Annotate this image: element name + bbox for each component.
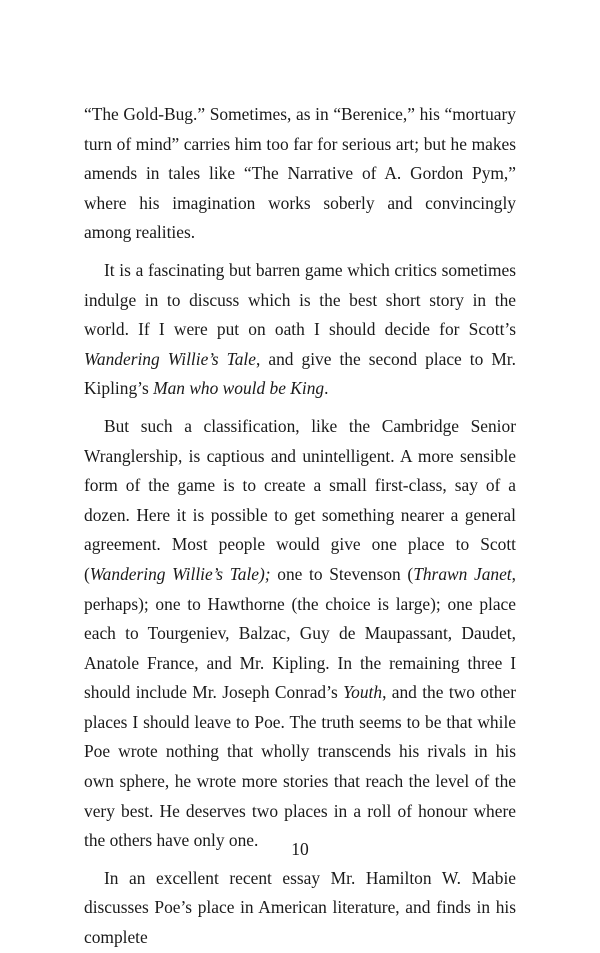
page-number: 10 <box>291 839 309 859</box>
paragraph-3-text-c: , perhaps); one to Hawthorne (the choice is large); one place each to Tourgeniev, Balzac, Guy de Maupassant, Daudet, Anatole France, and Mr. Kipling. In the remaining three I should include Mr. Joseph Conrad’s <box>84 563 516 703</box>
title-man-who-would-be-king: Man who would be King <box>153 378 325 399</box>
paragraph-3-text-b: one to Stevenson ( <box>270 563 414 584</box>
body-text <box>84 100 516 953</box>
paragraph-3-text-a: But such a classification, like the Cambridge Senior Wranglership, is captious and unintelligent. A more sensible form of the game is to create a small first-class, say of a dozen. Here it is possible to get something nearer a general agreement. Most people would give one place to Scott ( <box>84 415 516 584</box>
title-wandering-willies-tale-2: Wandering Willie’s Tale); <box>89 563 271 584</box>
paragraph-2-text-c: . <box>324 378 329 399</box>
paragraph-3 <box>84 412 516 856</box>
paragraph-2 <box>84 256 516 404</box>
paragraph-1 <box>84 100 516 248</box>
title-youth: Youth <box>343 682 383 703</box>
paragraph-4 <box>84 864 516 953</box>
paragraph-3-text-d: , and the two other places I should leave to Poe. The truth seems to be that while Poe wrote nothing that wholly transcends his rivals in his own sphere, he wrote more stories that reach the level of the very best. He deserves two places in a roll of honour where the others have only one. <box>84 682 516 851</box>
paragraph-4-text: In an excellent recent essay Mr. Hamilton W. Mabie discusses Poe’s place in American literature, and finds in his complete <box>84 867 516 948</box>
paragraph-1-text: “The Gold-Bug.” Sometimes, as in “Berenice,” his “mortuary turn of mind” carries him too far for serious art; but he makes amends in tales like “The Narrative of A. Gordon Pym,” where his imagination works soberly and convincingly among realities. <box>84 104 516 243</box>
title-wandering-willies-tale: Wandering Willie’s Tale <box>84 348 256 369</box>
paragraph-2-text-a: It is a fascinating but barren game which critics sometimes indulge in to discuss which is the best short story in the world. If I were put on oath I should decide for Scott’s <box>84 259 516 340</box>
paragraph-2-text-b: , and give the second place to Mr. Kipling’s <box>84 348 516 399</box>
title-thrawn-janet: Thrawn Janet <box>413 563 512 584</box>
